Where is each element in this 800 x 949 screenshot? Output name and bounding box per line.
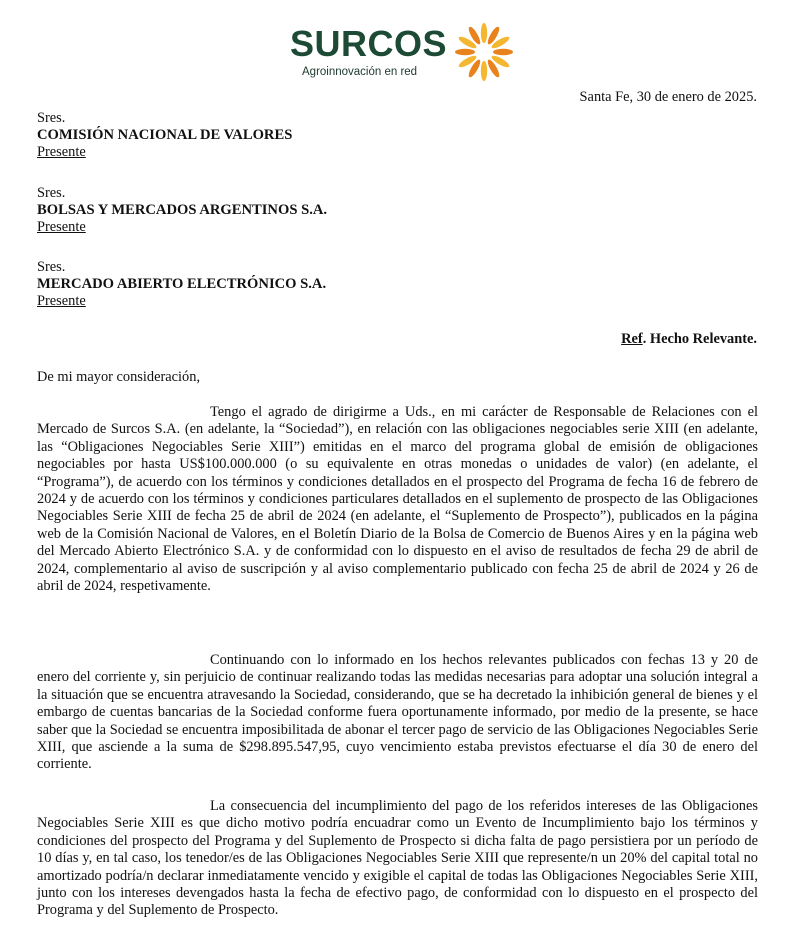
body-paragraph: La consecuencia del incumplimiento del pago de los referidos intereses de las Obligaciones Negociables Serie XIII es que dicho motivo podría encuadrar como un Evento de Incumplimiento bajo los términos y condiciones del prospecto del Programa y del Suplemento de Prospecto si dicha falta de pago persistiera por un período de 10 días y, en tal caso, los tenedor/es de las Obligaciones Negociables Serie XIII que represente/n un 20% del capital total no amortizado podría/n declarar inmediatamente vencido y exigible el capital de todas las Obligaciones Negociables Serie XIII, junto con los intereses devengados hasta la fecha de efectivo pago, de conformidad con lo dispuesto en el prospecto del Programa y del Suplemento de Prospecto. — [37, 798, 758, 919]
salutation: Sres. — [37, 110, 66, 126]
date-line: Santa Fe, 30 de enero de 2025. — [579, 89, 757, 105]
recipient-name: MERCADO ABIERTO ELECTRÓNICO S.A. — [37, 276, 327, 292]
body-paragraph: Continuando con lo informado en los hechos relevantes publicados con fechas 13 y 20 de enero del corriente y, sin perjuicio de continuar realizando todas las medidas necesarias para adoptar una solución integral a la situación que se encuentra atravesando la Sociedad, considerando, que se ha decretado la inhibición general de bienes y el embargo de cuentas bancarias de la Sociedad conforme fuera oportunamente informado, por medio de la presente, se hace saber que la Sociedad se encuentra imposibilitada de abonar el tercer pago de servicio de las Obligaciones Negociables Serie XIII, que asciende a la suma de $298.895.547,95, cuyo vencimiento estaba previstos efectuarse el día 30 de enero del corriente. — [37, 652, 758, 773]
brand-name: SURCOS — [290, 23, 448, 64]
presente-label: Presente — [37, 293, 86, 309]
recipient-block — [37, 185, 327, 236]
reference-label: Ref — [621, 331, 643, 347]
greeting: De mi mayor consideración, — [37, 369, 201, 385]
brand-tagline: Agroinnovación en red — [302, 66, 418, 78]
sun-burst-icon — [452, 20, 516, 84]
recipient-block — [37, 259, 326, 310]
recipient-name: BOLSAS Y MERCADOS ARGENTINOS S.A. — [37, 202, 328, 218]
recipient-block — [37, 110, 292, 161]
salutation: Sres. — [37, 259, 66, 275]
presente-label: Presente — [37, 219, 86, 235]
recipient-name: COMISIÓN NACIONAL DE VALORES — [37, 127, 293, 143]
presente-label: Presente — [37, 144, 86, 160]
reference-text: . Hecho Relevante. — [642, 331, 757, 347]
body-paragraph: Tengo el agrado de dirigirme a Uds., en mi carácter de Responsable de Relaciones con el Mercado de Surcos S.A. (en adelante, la “Sociedad”), en relación con las obligaciones negociables serie XIII (en adelante, las “Obligaciones Negociables Serie XIII”) emitidas en el marco del programa global de emisión de obligaciones negociables por hasta US$100.000.000 (o su equivalente en otras monedas o unidades de valor) (en adelante, el “Programa”), de acuerdo con los términos y condiciones detallados en el prospecto del Programa de fecha 16 de febrero de 2024 y de acuerdo con los términos y condiciones particulares detallados en el suplemento de prospecto de las Obligaciones Negociables Serie XIII de fecha 25 de abril de 2024 (en adelante, el “Suplemento de Prospecto”), publicados en la página web de la Comisión Nacional de Valores, en el Boletín Diario de la Bolsa de Comercio de Buenos Aires y en la página web del Mercado Abierto Electrónico S.A. y de conformidad con lo dispuesto en el aviso de resultados de fecha 29 de abril de 2024, complementario al aviso de suscripción y al aviso complementario publicado con fecha 25 de abril de 2024 y 26 de abril de 2024, respetivamente. — [37, 404, 758, 595]
surcos-logo — [290, 12, 530, 82]
salutation: Sres. — [37, 185, 66, 201]
reference-line — [621, 330, 757, 348]
